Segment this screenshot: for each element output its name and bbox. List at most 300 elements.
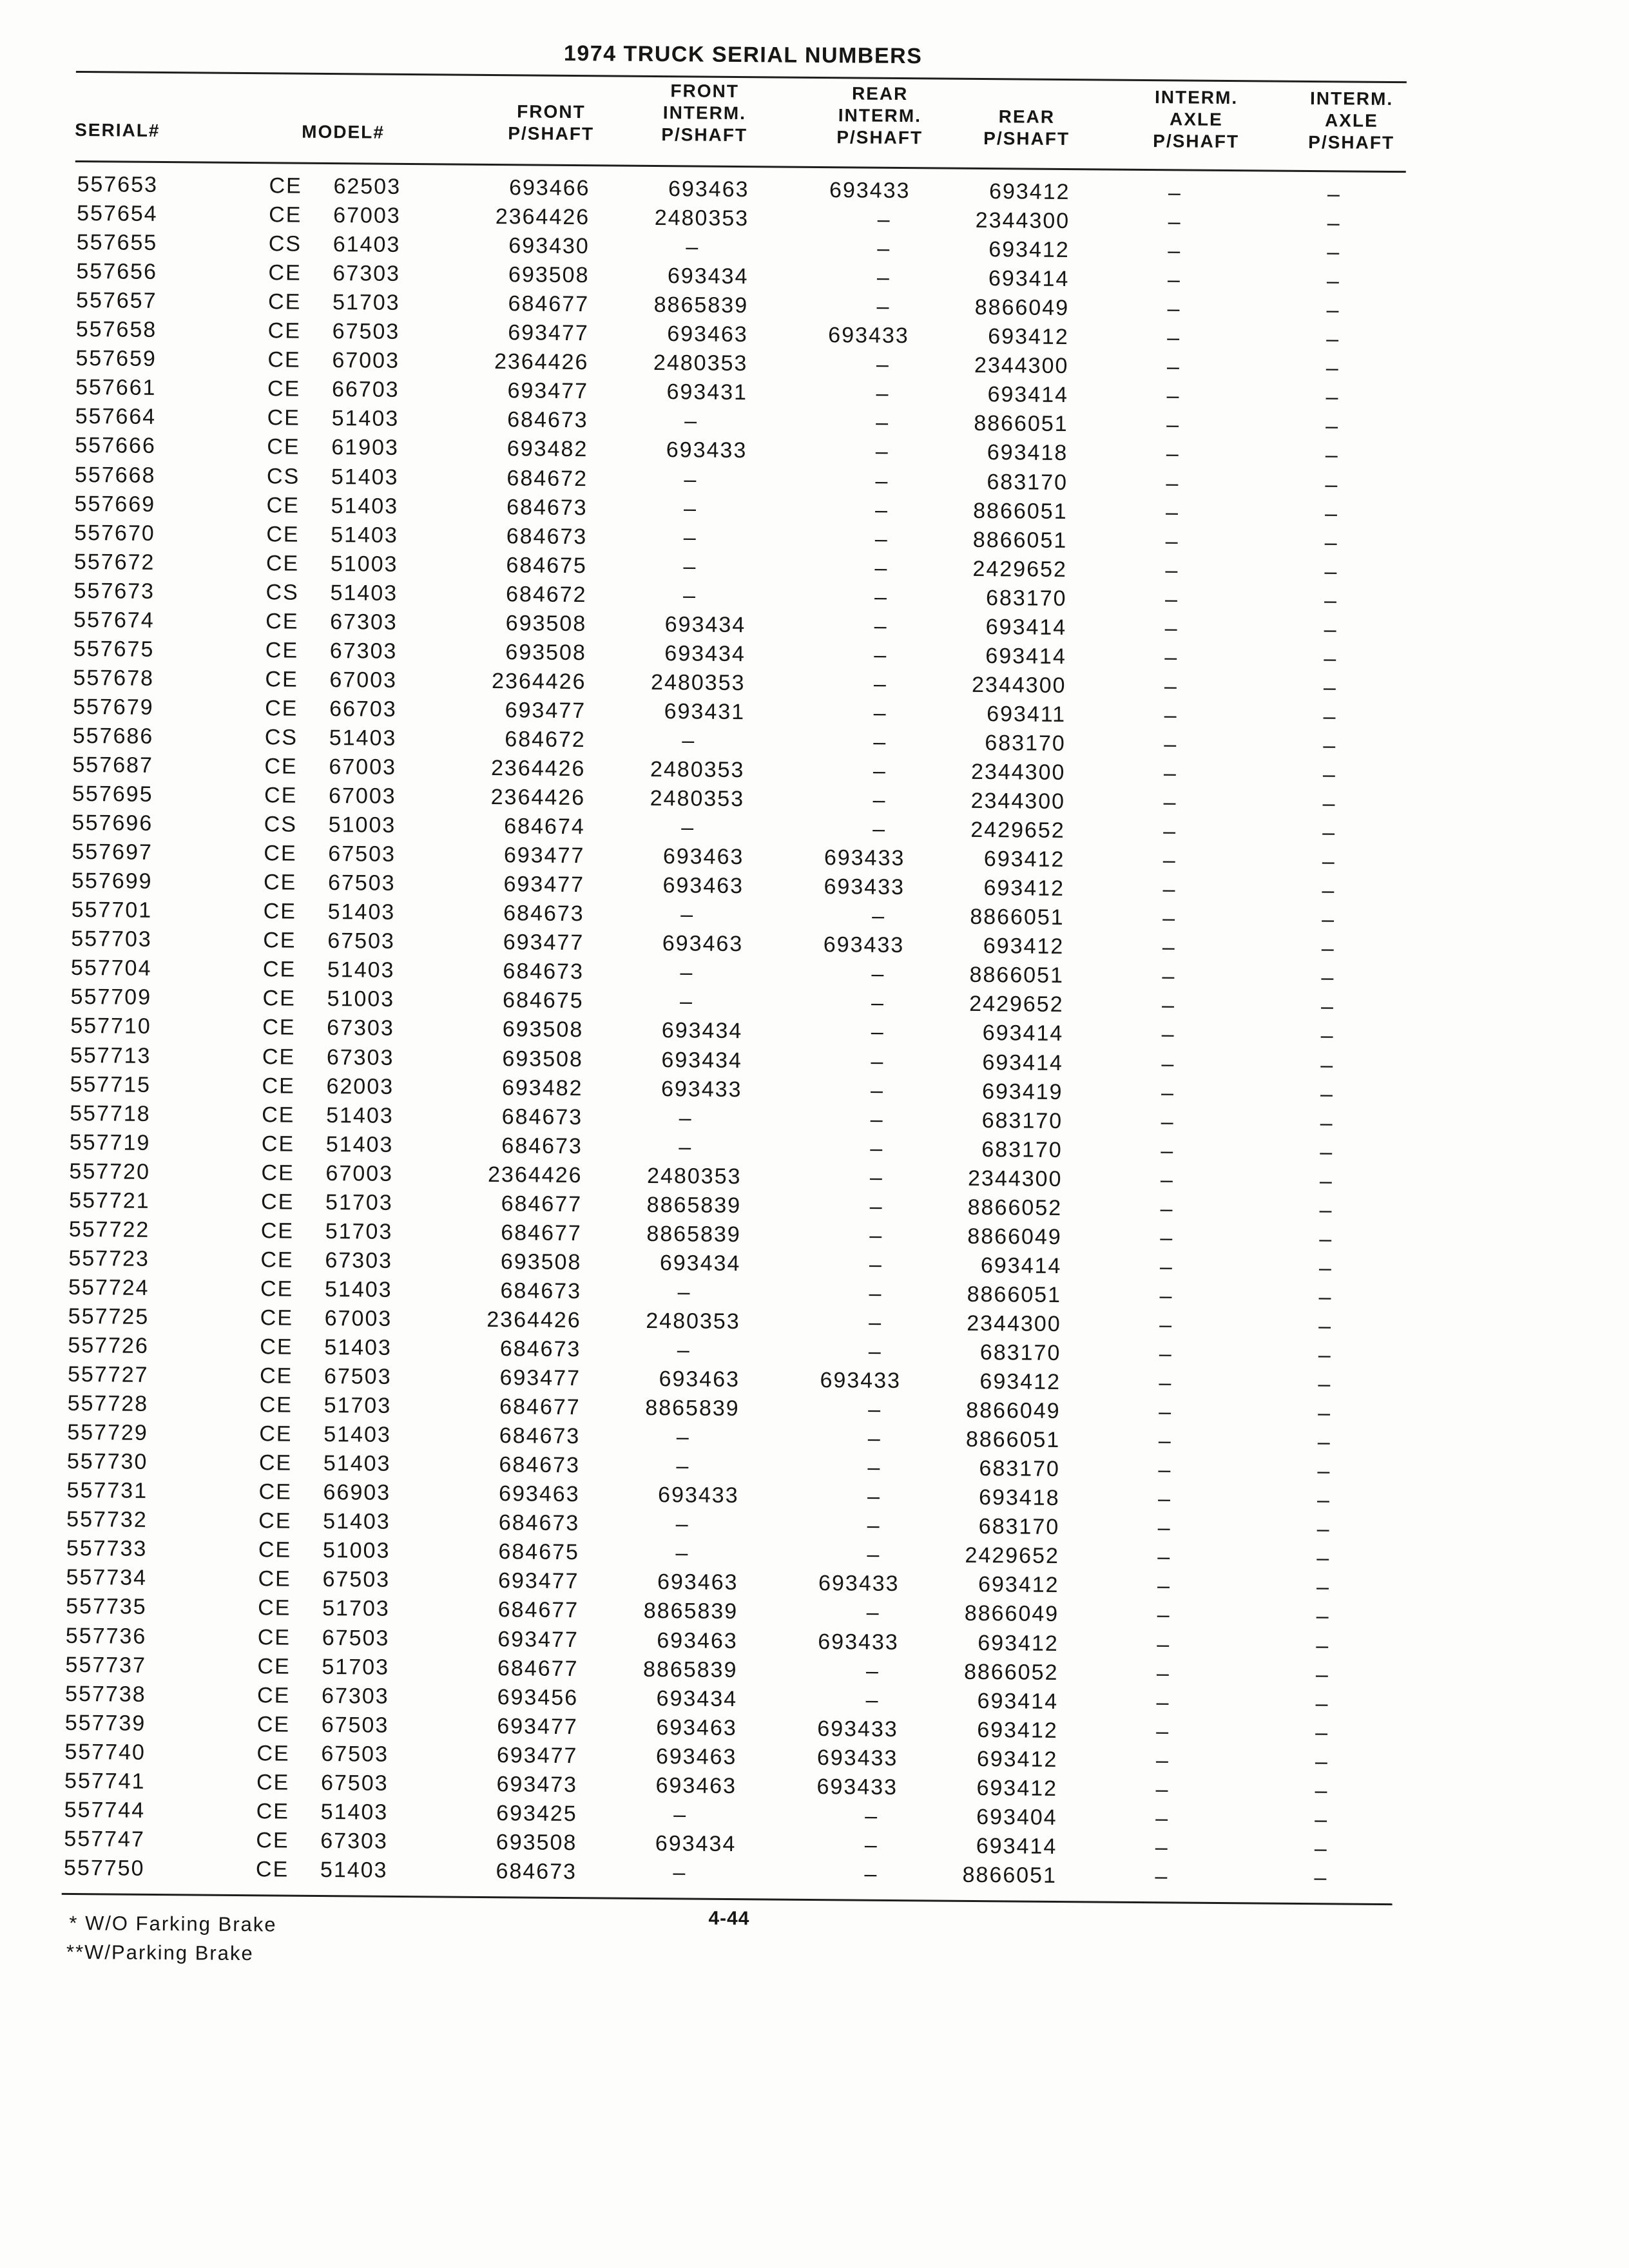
interm-axle-pshaft-1-cell: – [1164, 645, 1179, 670]
serial-number-cell: 557738 [64, 1681, 146, 1707]
interm-axle-pshaft-2-cell: – [1322, 762, 1337, 787]
interm-axle-pshaft-2-cell: – [1323, 733, 1337, 758]
serial-number-cell: 557686 [72, 723, 154, 749]
model-number-cell: 51403 [331, 464, 399, 490]
model-number-cell: 51403 [323, 1451, 391, 1477]
interm-axle-pshaft-1-cell: – [1167, 296, 1181, 322]
interm-axle-pshaft-2-cell: – [1322, 820, 1336, 845]
model-prefix-cell: CE [257, 1653, 291, 1679]
serial-number-cell: 557734 [66, 1565, 148, 1591]
rear-pshaft-cell: 8866049 [967, 1224, 1062, 1249]
interm-axle-pshaft-2-cell: – [1324, 530, 1338, 555]
serial-number-cell: 557666 [75, 433, 156, 459]
rear-interm-pshaft-cell: 693433 [816, 1745, 898, 1771]
front-pshaft-cell: 684677 [501, 1220, 582, 1245]
front-pshaft-cell: 693508 [496, 1829, 577, 1855]
model-prefix-cell: CS [268, 231, 302, 256]
interm-axle-pshaft-2-cell: – [1318, 1285, 1333, 1310]
header-model-label: MODEL# [302, 121, 385, 142]
interm-axle-pshaft-1-cell: – [1161, 1022, 1175, 1047]
model-number-cell: 62503 [333, 174, 401, 199]
model-prefix-cell: CS [264, 725, 298, 750]
front-interm-pshaft-cell: – [679, 1134, 693, 1160]
serial-number-cell: 557722 [68, 1216, 150, 1242]
rear-interm-pshaft-cell: 693433 [817, 1716, 898, 1742]
header-line: FRONT [517, 101, 586, 122]
rear-pshaft-cell: 693414 [982, 1050, 1064, 1075]
front-interm-pshaft-cell: 693433 [666, 437, 747, 463]
rear-interm-pshaft-cell: – [867, 1455, 882, 1481]
interm-axle-pshaft-2-cell: – [1314, 1836, 1328, 1861]
rear-pshaft-cell: 2344300 [967, 1166, 1063, 1191]
rear-pshaft-cell: 693419 [981, 1079, 1063, 1104]
front-interm-pshaft-cell: – [683, 554, 697, 579]
interm-axle-pshaft-1-cell: – [1168, 209, 1182, 235]
model-prefix-cell: CE [264, 841, 297, 866]
rear-interm-pshaft-cell: – [865, 1658, 880, 1684]
rear-interm-pshaft-cell: 693433 [816, 1774, 898, 1800]
serial-number-cell: 557730 [66, 1449, 148, 1475]
model-number-cell: 67503 [327, 928, 396, 954]
interm-axle-pshaft-1-cell: – [1162, 877, 1177, 902]
page-number: 4-44 [708, 1907, 750, 1930]
rear-pshaft-cell: 8866051 [970, 905, 1065, 930]
rear-pshaft-cell: 683170 [981, 1108, 1063, 1133]
model-prefix-cell: CE [258, 1479, 292, 1504]
rear-pshaft-cell: 2429652 [970, 817, 1065, 843]
rear-pshaft-cell: 2344300 [970, 759, 1066, 785]
front-interm-pshaft-cell: – [676, 1425, 690, 1450]
serial-number-cell: 557720 [69, 1158, 151, 1184]
front-interm-pshaft-cell: 8865839 [646, 1221, 741, 1247]
model-number-cell: 51703 [322, 1654, 390, 1680]
rear-pshaft-cell: 693414 [985, 614, 1067, 640]
rear-pshaft-cell: 2429652 [965, 1543, 1060, 1569]
page-title: 1974 TRUCK SERIAL NUMBERS [563, 41, 923, 69]
serial-number-cell: 557735 [66, 1594, 147, 1620]
header-line: REAR [998, 106, 1055, 127]
front-pshaft-cell: 693477 [508, 320, 589, 346]
rear-interm-pshaft-cell: 693433 [824, 845, 905, 871]
rear-pshaft-cell: 8866051 [967, 1282, 1062, 1307]
model-number-cell: 67503 [332, 319, 400, 345]
front-pshaft-cell: 684675 [498, 1539, 580, 1565]
model-number-cell: 51703 [325, 1218, 393, 1244]
rear-interm-pshaft-cell: – [864, 1832, 878, 1858]
rear-interm-pshaft-cell: – [864, 1861, 878, 1887]
interm-axle-pshaft-1-cell: – [1167, 267, 1182, 293]
interm-axle-pshaft-2-cell: – [1320, 1023, 1335, 1048]
model-prefix-cell: CE [256, 1682, 291, 1708]
interm-axle-pshaft-1-cell: – [1161, 1051, 1175, 1076]
header-line: REAR [851, 83, 909, 104]
interm-axle-pshaft-1-cell: – [1159, 1312, 1173, 1338]
model-prefix-cell: CE [260, 1276, 294, 1302]
front-interm-pshaft-cell: – [679, 989, 694, 1014]
model-prefix-cell: CE [266, 521, 300, 547]
serial-number-cell: 557654 [77, 201, 158, 226]
serial-number-cell: 557661 [75, 375, 157, 401]
model-number-cell: 67003 [332, 348, 400, 374]
header-line: INTERM. [1309, 88, 1394, 110]
model-prefix-cell: CE [263, 899, 297, 924]
footnote-without-parking-brake: * W/O Farking Brake [69, 1911, 277, 1936]
front-pshaft-cell: 684674 [504, 814, 585, 840]
interm-axle-pshaft-2-cell: – [1320, 1110, 1334, 1135]
rear-interm-pshaft-cell: 693433 [824, 874, 905, 900]
serial-number-cell: 557668 [74, 462, 156, 488]
front-interm-pshaft-cell: – [675, 1541, 689, 1566]
front-interm-pshaft-cell: 693434 [664, 640, 746, 666]
serial-number-cell: 557741 [64, 1768, 146, 1794]
interm-axle-pshaft-1-cell: – [1162, 935, 1176, 960]
model-prefix-cell: CE [262, 957, 296, 983]
front-pshaft-cell: 684677 [508, 291, 590, 317]
model-number-cell: 51703 [323, 1393, 392, 1418]
serial-number-cell: 557731 [66, 1478, 148, 1504]
interm-axle-pshaft-2-cell: – [1325, 414, 1340, 439]
model-number-cell: 51003 [322, 1538, 390, 1564]
front-pshaft-cell: 684677 [501, 1191, 583, 1216]
front-pshaft-cell: 684673 [499, 1423, 581, 1449]
model-prefix-cell: CE [267, 405, 301, 431]
model-prefix-cell: CE [256, 1769, 290, 1795]
model-prefix-cell: CE [267, 347, 301, 372]
serial-number-cell: 557656 [76, 259, 158, 285]
model-prefix-cell: CE [256, 1799, 290, 1824]
front-pshaft-cell: 684673 [498, 1510, 580, 1536]
front-interm-pshaft-cell: 693463 [662, 873, 744, 899]
model-prefix-cell: CE [269, 202, 302, 227]
header-line: P/SHAFT [508, 123, 595, 144]
rear-pshaft-cell: 683170 [978, 1514, 1060, 1540]
rear-pshaft-cell: 693412 [983, 847, 1065, 872]
serial-number-cell: 557733 [66, 1536, 148, 1562]
interm-axle-pshaft-1-cell: – [1158, 1457, 1172, 1483]
interm-axle-pshaft-1-cell: – [1165, 528, 1179, 554]
model-prefix-cell: CE [260, 1334, 293, 1360]
interm-axle-pshaft-1-cell: – [1157, 1486, 1172, 1512]
front-interm-pshaft-cell: – [677, 1280, 691, 1305]
interm-axle-pshaft-1-cell: – [1157, 1602, 1171, 1628]
front-interm-pshaft-cell: 693431 [664, 699, 746, 725]
rear-interm-pshaft-cell: – [869, 1165, 884, 1190]
model-prefix-cell: CE [258, 1537, 292, 1562]
interm-axle-pshaft-2-cell: – [1320, 994, 1335, 1019]
front-pshaft-cell: 2364426 [490, 756, 586, 782]
interm-axle-pshaft-1-cell: – [1166, 412, 1181, 437]
rear-interm-pshaft-cell: – [867, 1426, 882, 1451]
front-interm-pshaft-cell: – [684, 495, 698, 521]
front-interm-pshaft-cell: 8865839 [643, 1599, 738, 1624]
serial-number-cell: 557695 [72, 781, 153, 807]
front-pshaft-cell: 684673 [500, 1278, 582, 1304]
interm-axle-pshaft-2-cell: – [1318, 1255, 1333, 1281]
interm-axle-pshaft-1-cell: – [1160, 1167, 1175, 1193]
interm-axle-pshaft-1-cell: – [1166, 354, 1181, 380]
rear-pshaft-cell: 693414 [976, 1833, 1057, 1859]
rear-pshaft-cell: 2344300 [967, 1311, 1061, 1336]
rear-interm-pshaft-cell: – [871, 1020, 885, 1045]
front-pshaft-cell: 693477 [497, 1568, 579, 1594]
rear-pshaft-cell: 8866049 [966, 1398, 1061, 1424]
serial-number-cell: 557739 [64, 1710, 146, 1736]
rear-pshaft-cell: 683170 [981, 1137, 1063, 1162]
rear-interm-pshaft-cell: – [868, 1397, 882, 1422]
rear-pshaft-cell: 2344300 [971, 672, 1066, 698]
rear-interm-pshaft-cell: – [872, 903, 886, 929]
model-number-cell: 51403 [329, 726, 397, 751]
model-prefix-cell: CE [256, 1711, 291, 1737]
front-pshaft-cell: 684672 [506, 465, 588, 491]
interm-axle-pshaft-1-cell: – [1166, 441, 1180, 466]
rear-interm-pshaft-cell: – [876, 294, 891, 320]
serial-number-cell: 557728 [67, 1391, 149, 1416]
model-prefix-cell: CE [267, 289, 302, 314]
rear-pshaft-cell: 693414 [987, 382, 1069, 408]
model-prefix-cell: CS [264, 812, 298, 837]
front-interm-pshaft-cell: 2480353 [650, 669, 746, 695]
interm-axle-pshaft-1-cell: – [1160, 1196, 1174, 1222]
model-prefix-cell: CE [260, 1247, 294, 1273]
front-interm-pshaft-cell: – [684, 466, 698, 492]
rear-pshaft-cell: 693412 [978, 1630, 1059, 1656]
rear-interm-pshaft-cell: – [869, 1310, 883, 1335]
model-prefix-cell: CE [262, 1073, 295, 1099]
header-line: P/SHAFT [1308, 131, 1395, 153]
model-prefix-cell: CE [260, 1305, 294, 1331]
interm-axle-pshaft-2-cell: – [1326, 269, 1341, 294]
front-pshaft-cell: 693425 [496, 1800, 577, 1826]
interm-axle-pshaft-2-cell: – [1316, 1633, 1330, 1658]
rear-interm-pshaft-cell: – [871, 1049, 885, 1074]
interm-axle-pshaft-1-cell: – [1157, 1573, 1171, 1599]
front-pshaft-cell: 684672 [505, 581, 587, 607]
model-prefix-cell: CE [262, 1015, 296, 1041]
front-interm-pshaft-cell: – [680, 902, 695, 927]
model-number-cell: 51403 [323, 1422, 392, 1447]
serial-number-cell: 557655 [76, 230, 158, 256]
front-interm-pshaft-cell: 2480353 [650, 786, 745, 812]
interm-axle-pshaft-2-cell: – [1315, 1749, 1329, 1774]
serial-number-cell: 557704 [70, 956, 152, 981]
rear-interm-pshaft-cell: – [870, 1107, 884, 1132]
interm-axle-pshaft-2-cell: – [1320, 1081, 1335, 1106]
rear-pshaft-cell: 8866051 [962, 1862, 1057, 1888]
model-prefix-cell: CE [256, 1740, 290, 1766]
front-interm-pshaft-cell: 693434 [667, 264, 749, 289]
front-pshaft-cell: 693477 [497, 1626, 579, 1652]
rear-interm-pshaft-cell: 693433 [818, 1629, 899, 1655]
model-number-cell: 67303 [330, 609, 398, 635]
model-prefix-cell: CE [265, 609, 299, 634]
model-number-cell: 51403 [331, 493, 399, 519]
front-pshaft-cell: 684677 [499, 1394, 581, 1420]
rear-pshaft-cell: 8866049 [974, 295, 1070, 321]
rear-interm-pshaft-cell: – [873, 671, 888, 697]
rear-interm-pshaft-cell: – [875, 468, 889, 494]
model-prefix-cell: CS [265, 579, 299, 605]
rear-pshaft-cell: 683170 [987, 469, 1068, 495]
model-prefix-cell: CE [264, 783, 298, 808]
front-pshaft-cell: 684673 [503, 901, 584, 927]
rear-pshaft-cell: 8866051 [972, 527, 1068, 553]
interm-axle-pshaft-2-cell: – [1319, 1197, 1333, 1223]
interm-axle-pshaft-1-cell: – [1161, 1080, 1175, 1105]
interm-axle-pshaft-1-cell: – [1157, 1544, 1171, 1570]
serial-number-cell: 557678 [73, 665, 155, 691]
rear-interm-pshaft-cell: – [874, 526, 889, 552]
interm-axle-pshaft-1-cell: – [1159, 1399, 1173, 1425]
front-interm-pshaft-cell: 2480353 [654, 206, 749, 231]
serial-number-cell: 557709 [70, 985, 152, 1010]
model-number-cell: 51003 [330, 551, 398, 577]
interm-axle-pshaft-1-cell: – [1155, 1776, 1170, 1802]
model-number-cell: 51403 [320, 1857, 388, 1883]
front-interm-pshaft-cell: 693434 [655, 1831, 737, 1856]
front-pshaft-cell: 684673 [496, 1859, 577, 1885]
front-pshaft-cell: 684675 [506, 552, 588, 578]
model-number-cell: 51403 [327, 957, 395, 983]
model-prefix-cell: CE [259, 1392, 293, 1418]
rear-interm-pshaft-cell: – [875, 439, 889, 465]
header-line: INTERM. [1154, 87, 1239, 108]
model-number-cell: 67303 [321, 1683, 389, 1709]
front-interm-pshaft-cell: – [673, 1860, 687, 1885]
interm-axle-pshaft-1-cell: – [1164, 586, 1179, 612]
interm-axle-pshaft-1-cell: – [1157, 1515, 1171, 1541]
model-prefix-cell: CE [263, 928, 296, 953]
serial-number-cell: 557723 [68, 1245, 150, 1271]
interm-axle-pshaft-2-cell: – [1324, 588, 1338, 613]
front-pshaft-cell: 693477 [496, 1742, 578, 1768]
serial-number-cell: 557673 [73, 578, 155, 604]
interm-axle-pshaft-1-cell: – [1159, 1341, 1173, 1367]
interm-axle-pshaft-1-cell: – [1165, 499, 1180, 524]
rear-pshaft-cell: 693414 [977, 1688, 1059, 1714]
header-line: P/SHAFT [836, 127, 923, 148]
serial-number-cell: 557740 [64, 1739, 146, 1765]
front-pshaft-cell: 693482 [506, 436, 588, 462]
rear-interm-pshaft-cell: – [874, 584, 889, 610]
model-number-cell: 51703 [332, 290, 400, 316]
rear-pshaft-cell: 2344300 [974, 353, 1069, 379]
model-number-cell: 67003 [333, 203, 401, 228]
rear-pshaft-cell: 693412 [979, 1369, 1061, 1395]
serial-number-cell: 557703 [71, 927, 152, 952]
rear-pshaft-cell: 693412 [988, 324, 1069, 350]
rear-pshaft-cell: 8866051 [965, 1427, 1061, 1453]
serial-number-cell: 557721 [69, 1187, 150, 1213]
interm-axle-pshaft-2-cell: – [1325, 356, 1340, 381]
model-number-cell: 51403 [326, 1102, 394, 1128]
front-interm-pshaft-cell: 693463 [655, 1744, 737, 1769]
rear-pshaft-cell: 693412 [976, 1775, 1058, 1801]
front-pshaft-cell: 684673 [506, 523, 588, 549]
model-prefix-cell: CE [259, 1421, 293, 1446]
front-pshaft-cell: 693477 [503, 843, 585, 869]
front-interm-pshaft-cell: 693434 [661, 1018, 743, 1044]
interm-axle-pshaft-1-cell: – [1165, 557, 1179, 583]
front-pshaft-cell: 2364426 [487, 1162, 583, 1187]
rear-pshaft-cell: 683170 [985, 730, 1066, 756]
model-prefix-cell: CE [266, 492, 300, 518]
rear-interm-pshaft-cell: – [871, 962, 885, 987]
front-interm-pshaft-cell: – [677, 1338, 691, 1363]
interm-axle-pshaft-2-cell: – [1324, 559, 1338, 584]
serial-number-cell: 557727 [67, 1361, 149, 1387]
front-interm-pshaft-cell: – [684, 408, 699, 434]
model-prefix-cell: CE [255, 1857, 289, 1882]
rear-pshaft-cell: 683170 [985, 585, 1067, 611]
interm-axle-pshaft-2-cell: – [1319, 1226, 1333, 1252]
serial-number-cell: 557696 [72, 811, 153, 836]
model-number-cell: 67503 [323, 1364, 392, 1389]
interm-axle-pshaft-1-cell: – [1162, 848, 1177, 873]
interm-axle-pshaft-1-cell: – [1155, 1805, 1170, 1831]
rear-pshaft-cell: 693412 [978, 1572, 1059, 1598]
front-interm-pshaft-cell: 693463 [662, 844, 744, 870]
interm-axle-pshaft-1-cell: – [1166, 470, 1180, 495]
front-pshaft-cell: 693508 [500, 1249, 582, 1275]
serial-number-cell: 557719 [69, 1129, 151, 1155]
interm-axle-pshaft-1-cell: – [1161, 1138, 1175, 1164]
interm-axle-pshaft-2-cell: – [1322, 791, 1336, 816]
interm-axle-pshaft-1-cell: – [1168, 238, 1182, 264]
interm-axle-pshaft-2-cell: – [1316, 1546, 1331, 1571]
interm-axle-pshaft-2-cell: – [1315, 1691, 1329, 1716]
model-number-cell: 67003 [329, 667, 398, 693]
interm-axle-pshaft-2-cell: – [1315, 1807, 1329, 1832]
rear-interm-pshaft-cell: 693433 [829, 178, 911, 204]
serial-number-cell: 557744 [64, 1797, 146, 1823]
front-interm-pshaft-cell: 2480353 [646, 1163, 742, 1189]
front-interm-pshaft-cell: 8865839 [646, 1192, 742, 1218]
front-interm-pshaft-cell: 2480353 [653, 351, 748, 376]
interm-axle-pshaft-2-cell: – [1318, 1372, 1332, 1397]
serial-number-cell: 557718 [70, 1100, 151, 1126]
rear-interm-pshaft-cell: 693433 [828, 323, 909, 349]
serial-number-cell: 557729 [67, 1420, 148, 1446]
interm-axle-pshaft-1-cell: – [1161, 993, 1176, 1018]
model-prefix-cell: CE [262, 1044, 296, 1070]
interm-axle-pshaft-2-cell: – [1316, 1604, 1330, 1629]
interm-axle-pshaft-2-cell: – [1318, 1314, 1333, 1339]
front-pshaft-cell: 693508 [502, 1046, 584, 1072]
interm-axle-pshaft-2-cell: – [1316, 1575, 1331, 1600]
interm-axle-pshaft-2-cell: – [1323, 675, 1338, 700]
model-prefix-cell: CE [265, 696, 298, 721]
interm-axle-pshaft-2-cell: – [1315, 1720, 1329, 1745]
rear-interm-pshaft-cell: – [877, 236, 891, 261]
model-prefix-cell: CE [269, 173, 302, 198]
rear-pshaft-cell: 683170 [979, 1456, 1061, 1482]
rear-interm-pshaft-cell: – [870, 1136, 884, 1161]
rear-interm-pshaft-cell: – [874, 497, 889, 523]
serial-number-cell: 557659 [75, 346, 157, 372]
model-number-cell: 61903 [331, 435, 400, 461]
serial-number-cell: 557710 [70, 1014, 151, 1039]
front-pshaft-cell: 693477 [499, 1365, 581, 1391]
model-prefix-cell: CE [265, 667, 298, 692]
front-interm-pshaft-cell: – [679, 1105, 693, 1131]
rear-pshaft-cell: 693418 [987, 440, 1068, 466]
serial-number-cell: 557653 [77, 171, 159, 197]
serial-number-cell: 557724 [68, 1274, 149, 1300]
rear-pshaft-cell: 8866051 [973, 498, 1068, 524]
interm-axle-pshaft-2-cell: – [1326, 327, 1340, 352]
front-pshaft-cell: 2364426 [490, 785, 586, 811]
